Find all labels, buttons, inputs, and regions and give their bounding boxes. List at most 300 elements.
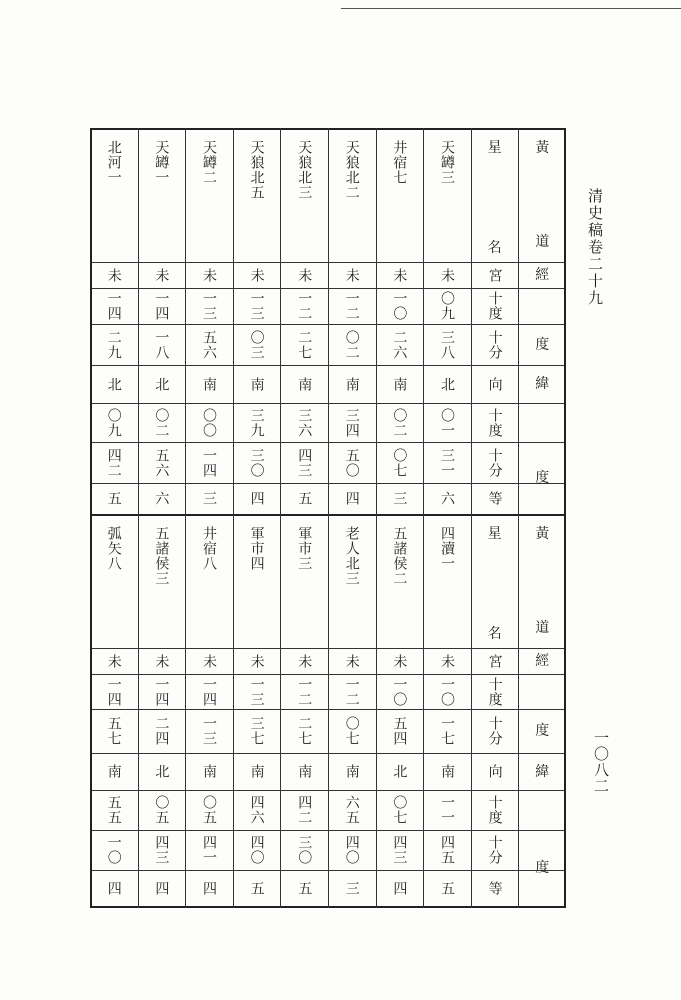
table-cell	[330, 324, 374, 365]
table-cell	[235, 870, 279, 906]
row-label	[473, 442, 517, 483]
table-cell-text: 南	[296, 376, 313, 392]
table-cell	[187, 324, 231, 365]
table-cell-text: 一七	[439, 716, 455, 746]
table-cell-text: 五〇	[343, 447, 360, 478]
table-cell	[377, 790, 421, 830]
table-cell-text: 三八	[439, 329, 455, 360]
star-name-text: 五諸侯二	[391, 526, 408, 586]
table-cell-text: 五	[296, 880, 313, 896]
header-du-longitude-text: 度	[535, 723, 550, 739]
table-cell	[425, 830, 469, 870]
table-cell	[377, 648, 421, 674]
table-cell-text: 四	[343, 491, 360, 506]
table-cell	[377, 753, 421, 790]
table-cell-text: 〇〇	[201, 407, 217, 438]
table-cell	[187, 262, 231, 288]
table-cell-text: 三	[201, 491, 217, 506]
star-name	[282, 128, 326, 274]
table-cell-text: 〇二	[153, 407, 170, 438]
table-cell-text: 北	[391, 764, 408, 779]
table-cell-text: 四三	[391, 835, 408, 865]
table-cell	[235, 483, 279, 514]
table-cell	[377, 262, 421, 288]
table-cell	[187, 288, 231, 324]
star-name	[425, 514, 469, 660]
table-cell	[282, 365, 326, 403]
table-cell	[139, 442, 183, 483]
row-label-text: 等	[486, 880, 503, 896]
table-cell	[377, 709, 421, 753]
row-label-text: 向	[486, 376, 503, 392]
star-name-text: 軍市三	[296, 526, 313, 571]
table-cell-text: 四一	[201, 835, 217, 865]
table-cell	[377, 674, 421, 709]
table-cell-text: 一三	[248, 291, 265, 321]
star-name	[92, 514, 136, 660]
label-ming: 名	[487, 626, 502, 642]
header-dao-text: 道	[535, 620, 550, 636]
star-name-text: 天罇一	[153, 140, 170, 185]
table-cell-text: 四三	[296, 447, 313, 478]
header-wei	[520, 753, 564, 790]
star-name-text: 老人北三	[343, 526, 360, 586]
table-cell	[235, 288, 279, 324]
star-name-text: 軍市四	[248, 526, 265, 571]
header-huang-text: 黃	[535, 526, 550, 542]
label-ming: 名	[487, 240, 502, 256]
table-cell	[377, 830, 421, 870]
table-cell	[187, 365, 231, 403]
table-cell	[92, 403, 136, 442]
table-cell	[282, 324, 326, 365]
table-cell	[235, 674, 279, 709]
table-cell	[139, 648, 183, 674]
star-name	[330, 128, 374, 274]
table-cell-text: 未	[391, 653, 408, 669]
table-cell	[92, 483, 136, 514]
row-label-star-name	[473, 514, 517, 648]
table-cell-text: 一八	[153, 329, 170, 360]
star-name	[282, 514, 326, 660]
table-cell	[282, 753, 326, 790]
table-cell-text: 未	[201, 267, 217, 283]
table-cell-text: 未	[201, 653, 217, 669]
star-name	[235, 514, 279, 660]
star-name	[235, 128, 279, 274]
table-cell	[139, 324, 183, 365]
header-dao	[520, 608, 564, 648]
table-cell	[330, 288, 374, 324]
star-name-text: 四瀆一	[439, 526, 455, 571]
star-name-text: 天狼北三	[296, 140, 313, 200]
star-name	[92, 128, 136, 274]
table-cell	[139, 709, 183, 753]
table-cell-text: 一〇	[391, 676, 408, 707]
table-cell	[235, 709, 279, 753]
row-label	[473, 288, 517, 324]
header-du-longitude	[520, 709, 564, 753]
table-cell	[92, 830, 136, 870]
table-cell-text: 三七	[248, 716, 265, 746]
header-du-latitude	[520, 830, 564, 906]
table-cell-text: 〇五	[153, 795, 170, 825]
table-cell	[330, 709, 374, 753]
table-cell	[139, 483, 183, 514]
table-cell	[330, 403, 374, 442]
table-cell-text: 三	[391, 491, 408, 506]
table-cell	[330, 790, 374, 830]
table-cell-text: 六五	[343, 795, 360, 825]
table-cell-text: 五	[296, 491, 313, 506]
star-name	[187, 514, 231, 660]
table-cell-text: 未	[391, 267, 408, 283]
table-cell	[92, 648, 136, 674]
table-cell-text: 南	[343, 764, 360, 779]
table-cell-text: 未	[248, 267, 265, 283]
table-cell	[377, 365, 421, 403]
table-cell-text: 未	[105, 653, 122, 669]
row-label	[473, 324, 517, 365]
table-cell	[92, 442, 136, 483]
table-cell	[92, 709, 136, 753]
star-name-text: 井宿七	[391, 140, 408, 185]
table-cell	[235, 403, 279, 442]
table-cell	[187, 483, 231, 514]
table-cell-text: 南	[201, 376, 217, 392]
table-cell	[92, 288, 136, 324]
row-label	[473, 648, 517, 674]
table-cell-text: 四	[153, 880, 170, 896]
header-du-latitude-text: 度	[535, 470, 550, 486]
row-label-text: 十分	[486, 447, 503, 478]
table-cell	[92, 790, 136, 830]
table-cell-text: 四六	[248, 795, 265, 825]
table-cell-text: 五	[105, 491, 122, 506]
star-name-text: 北河一	[105, 140, 122, 185]
row-label-text: 十分	[486, 835, 503, 865]
table-cell-text: 〇一	[439, 407, 455, 438]
row-label-text: 十度	[486, 291, 503, 321]
table-cell-text: 四	[391, 880, 408, 896]
table-cell-text: 未	[296, 267, 313, 283]
table-cell-text: 未	[439, 653, 455, 669]
table-cell-text: 五四	[391, 716, 408, 746]
table-cell-text: 未	[105, 267, 122, 283]
table-cell-text: 〇二	[391, 407, 408, 438]
table-cell-text: 四二	[296, 795, 313, 825]
table-cell-text: 〇五	[201, 795, 217, 825]
table-cell-text: 一二	[296, 676, 313, 707]
header-jing	[520, 648, 564, 674]
table-cell	[330, 483, 374, 514]
table-cell-text: 四	[201, 880, 217, 896]
table-cell-text: 一四	[201, 676, 217, 707]
table-cell-text: 一四	[105, 676, 122, 707]
table-cell-text: 〇九	[439, 291, 455, 321]
star-name-text: 天罇三	[439, 140, 455, 185]
table-cell	[330, 870, 374, 906]
table-cell	[282, 442, 326, 483]
table-cell	[377, 483, 421, 514]
side-title: 清史稿卷二十九	[586, 188, 604, 307]
header-huang	[520, 514, 564, 566]
row-label-text: 向	[486, 764, 503, 779]
table-cell	[235, 262, 279, 288]
row-label	[473, 790, 517, 830]
table-cell	[330, 262, 374, 288]
table-cell-text: 南	[296, 764, 313, 779]
table-cell	[377, 870, 421, 906]
table-cell	[330, 830, 374, 870]
row-label-text: 十度	[486, 676, 503, 707]
header-huang-text: 黃	[535, 140, 550, 156]
label-xing: 星	[487, 526, 502, 542]
table-cell-text: 〇三	[248, 329, 265, 360]
table-cell	[330, 674, 374, 709]
table-cell	[139, 403, 183, 442]
row-label-star-name	[473, 128, 517, 262]
table-cell-text: 南	[201, 764, 217, 779]
star-name	[377, 514, 421, 660]
header-du-latitude	[520, 442, 564, 514]
table-cell-text: 一三	[201, 716, 217, 746]
row-label-text: 十分	[486, 329, 503, 360]
table-cell-text: 四〇	[248, 835, 265, 865]
table-cell-text: 二四	[153, 716, 170, 746]
table-cell-text: 四	[105, 880, 122, 896]
table-cell-text: 三一	[439, 447, 455, 478]
row-label	[473, 403, 517, 442]
table-cell-text: 五六	[153, 447, 170, 478]
table-cell	[235, 365, 279, 403]
star-name-text: 井宿八	[201, 526, 217, 571]
header-dao	[520, 222, 564, 262]
table-cell-text: 五	[439, 880, 455, 896]
row-label	[473, 483, 517, 514]
row-label	[473, 709, 517, 753]
table-cell	[139, 288, 183, 324]
table-cell	[235, 324, 279, 365]
table-cell-text: 二七	[296, 716, 313, 746]
star-name-text: 五諸侯三	[153, 526, 170, 586]
table-cell	[139, 674, 183, 709]
table-cell	[187, 648, 231, 674]
row-label-text: 十度	[486, 407, 503, 438]
table-cell-text: 未	[343, 653, 360, 669]
table-cell	[425, 674, 469, 709]
table-cell-text: 北	[153, 764, 170, 779]
table-cell-text: 南	[248, 764, 265, 779]
table-cell-text: 四〇	[343, 835, 360, 865]
table-cell-text: 四五	[439, 835, 455, 865]
table-cell-text: 二七	[296, 329, 313, 360]
table-cell-text: 三〇	[296, 835, 313, 865]
table-cell	[425, 403, 469, 442]
table-cell	[377, 403, 421, 442]
table-cell-text: 五五	[105, 795, 122, 825]
table-cell-text: 一四	[153, 291, 170, 321]
table-cell	[187, 403, 231, 442]
table-cell	[187, 753, 231, 790]
table-cell	[187, 790, 231, 830]
table-cell-text: 未	[296, 653, 313, 669]
table-cell	[187, 442, 231, 483]
table-cell-text: 三六	[296, 407, 313, 438]
table-cell	[425, 648, 469, 674]
table-cell-text: 一二	[296, 291, 313, 321]
table-cell-text: 五	[248, 880, 265, 896]
table-cell	[92, 674, 136, 709]
table-cell	[425, 753, 469, 790]
table-cell	[282, 403, 326, 442]
table-cell	[92, 262, 136, 288]
table-cell	[235, 442, 279, 483]
table-cell	[282, 870, 326, 906]
table-cell	[139, 790, 183, 830]
table-cell-text: 二六	[391, 329, 408, 360]
table-cell	[139, 830, 183, 870]
table-cell-text: 未	[248, 653, 265, 669]
table-cell-text: 五六	[201, 329, 217, 360]
table-cell-text: 〇七	[391, 447, 408, 478]
header-jing	[520, 262, 564, 288]
star-name	[139, 128, 183, 274]
table-cell-text: 三九	[248, 407, 265, 438]
table-cell	[139, 262, 183, 288]
table-cell	[235, 830, 279, 870]
star-name	[187, 128, 231, 274]
star-name	[139, 514, 183, 660]
table-cell-text: 南	[105, 764, 122, 779]
table-cell-text: 南	[391, 376, 408, 392]
table-cell-text: 六	[439, 491, 455, 506]
table-cell	[139, 753, 183, 790]
table-cell-text: 一〇	[391, 291, 408, 321]
table-cell	[330, 753, 374, 790]
table-cell	[330, 365, 374, 403]
table-cell-text: 未	[153, 267, 170, 283]
table-cell-text: 六	[153, 491, 170, 506]
table-cell	[425, 365, 469, 403]
row-label-text: 宮	[486, 653, 503, 669]
table-cell	[330, 442, 374, 483]
row-label	[473, 870, 517, 906]
table-cell	[425, 324, 469, 365]
header-du-longitude	[520, 324, 564, 365]
table-cell-text: 一三	[201, 291, 217, 321]
table-cell	[282, 830, 326, 870]
row-label-text: 十度	[486, 795, 503, 825]
table-cell	[92, 753, 136, 790]
star-name	[330, 514, 374, 660]
table-cell	[235, 753, 279, 790]
star-name-text: 天狼北五	[248, 140, 265, 200]
table-cell	[187, 674, 231, 709]
table-cell-text: 南	[439, 764, 455, 779]
table-cell-text: 〇二	[343, 329, 360, 360]
row-label	[473, 753, 517, 790]
header-jing-text: 經	[535, 267, 550, 283]
label-xing: 星	[487, 140, 502, 156]
star-name-text: 天罇二	[201, 140, 217, 185]
header-huang	[520, 128, 564, 180]
table-cell-text: 〇七	[343, 716, 360, 746]
table-cell-text: 四	[248, 491, 265, 506]
table-cell-text: 一一	[439, 795, 455, 825]
table-cell-text: 北	[105, 376, 122, 392]
table-cell	[187, 830, 231, 870]
star-name	[425, 128, 469, 274]
table-cell-text: 南	[343, 376, 360, 392]
table-cell-text: 二九	[105, 329, 122, 360]
row-label	[473, 365, 517, 403]
table-cell-text: 未	[153, 653, 170, 669]
table-cell	[92, 870, 136, 906]
row-label-text: 等	[486, 491, 503, 506]
table-cell-text: 四三	[153, 835, 170, 865]
table-cell	[282, 674, 326, 709]
table-cell-text: 一二	[343, 676, 360, 707]
table-column-rule	[564, 128, 566, 908]
table-cell	[377, 288, 421, 324]
table-cell-text: 一四	[153, 676, 170, 707]
table-cell-text: 北	[439, 376, 455, 392]
table-cell	[235, 790, 279, 830]
table-cell-text: 四二	[105, 447, 122, 478]
header-du-longitude-text: 度	[535, 336, 550, 353]
table-cell	[425, 709, 469, 753]
table-cell-text: 一四	[105, 291, 122, 321]
row-label	[473, 262, 517, 288]
row-label-text: 宮	[486, 267, 503, 283]
table-cell	[282, 790, 326, 830]
table-cell	[139, 365, 183, 403]
table-cell	[377, 442, 421, 483]
page-number: 一〇八二	[592, 730, 610, 794]
table-cell	[92, 324, 136, 365]
table-cell-text: 〇九	[105, 407, 122, 438]
header-dao-text: 道	[535, 234, 550, 250]
table-cell-text: 三	[343, 880, 360, 896]
table-cell-text: 〇七	[391, 795, 408, 825]
star-catalogue-table	[90, 128, 566, 908]
table-cell	[139, 870, 183, 906]
header-wei	[520, 365, 564, 403]
table-cell	[330, 648, 374, 674]
star-name-text: 天狼北二	[343, 140, 360, 200]
top-rule	[341, 8, 681, 9]
table-cell	[187, 709, 231, 753]
table-cell	[282, 288, 326, 324]
star-name	[377, 128, 421, 274]
table-cell-text: 未	[439, 267, 455, 283]
table-cell-text: 南	[248, 376, 265, 392]
row-label	[473, 674, 517, 709]
table-cell-text: 北	[153, 376, 170, 392]
table-cell	[425, 288, 469, 324]
table-cell	[92, 365, 136, 403]
table-cell-text: 一〇	[105, 835, 122, 865]
header-wei-text: 緯	[535, 763, 550, 780]
header-jing-text: 經	[535, 653, 550, 669]
table-cell-text: 一二	[343, 291, 360, 321]
table-cell-text: 一四	[201, 447, 217, 478]
table-cell-text: 三四	[343, 407, 360, 438]
table-cell	[425, 870, 469, 906]
row-label	[473, 830, 517, 870]
table-cell-text: 三〇	[248, 447, 265, 478]
